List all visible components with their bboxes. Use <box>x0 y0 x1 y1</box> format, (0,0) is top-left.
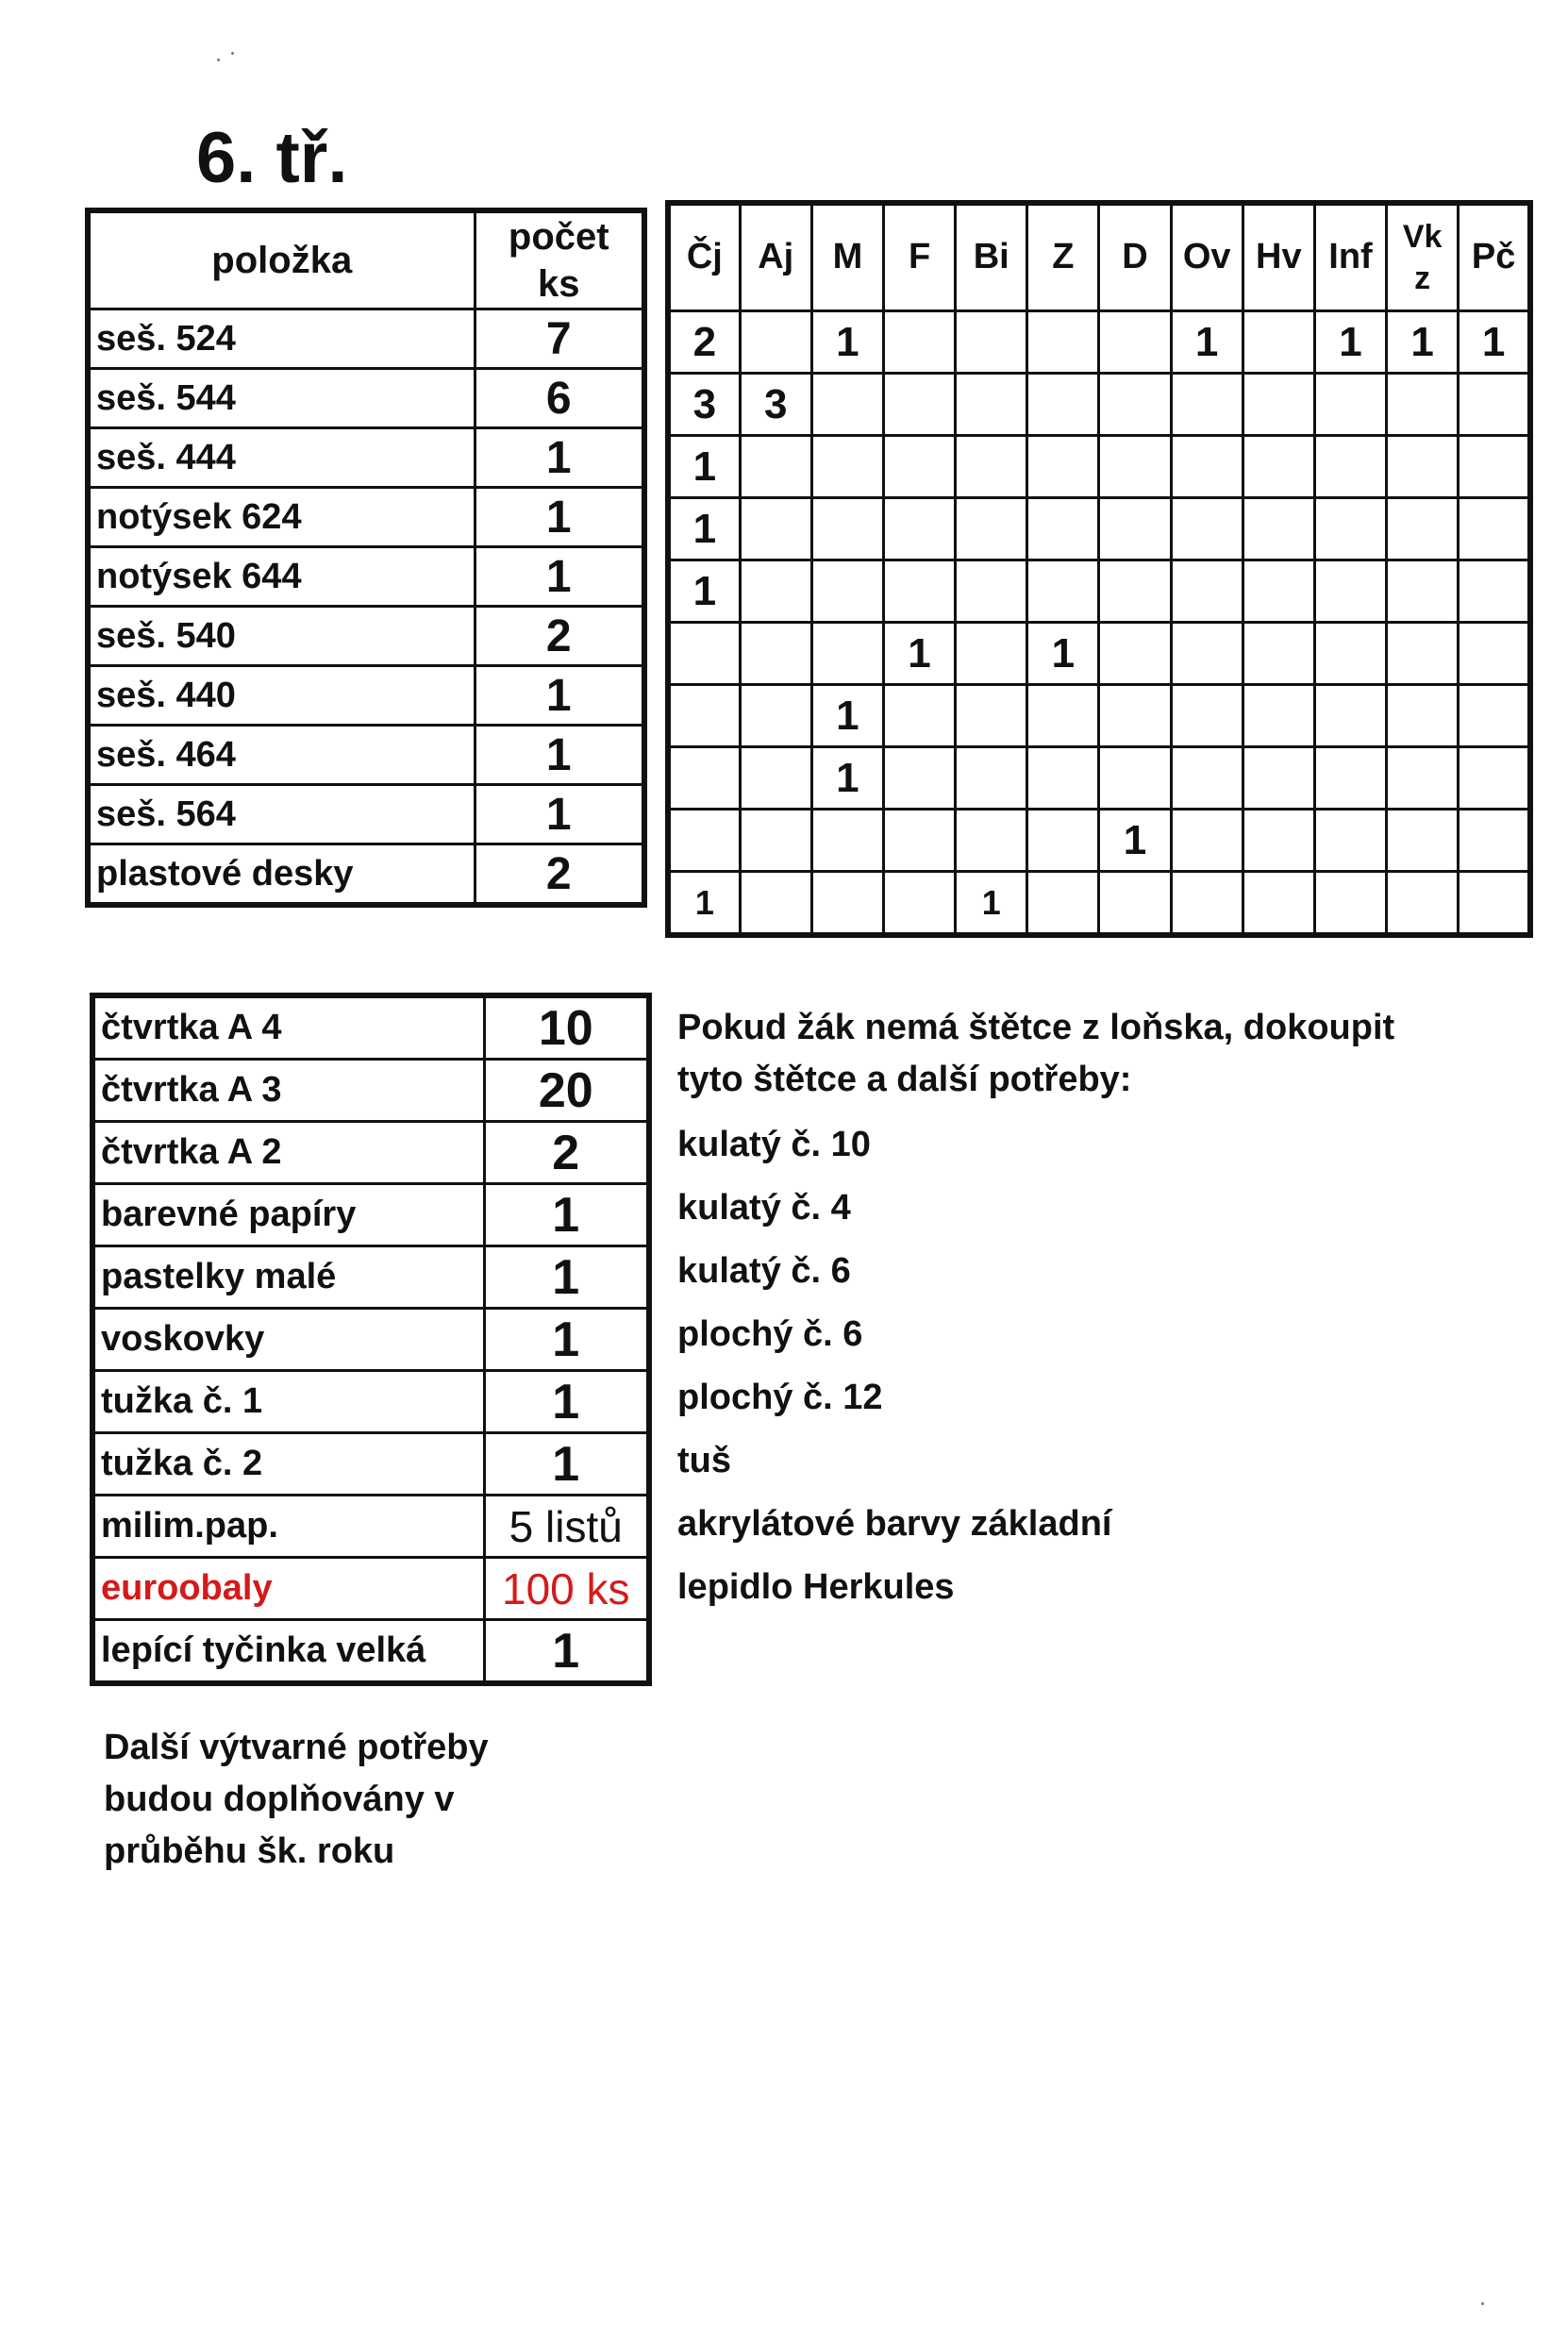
list-item: kulatý č. 6 <box>677 1251 851 1292</box>
item-name: notýsek 624 <box>88 488 475 547</box>
subject-cell <box>740 436 811 498</box>
supply-qty: 5 listů <box>484 1496 649 1558</box>
subject-cell <box>1243 623 1314 685</box>
bottom-note: Další výtvarné potřeby budou doplňovány v průběhu šk. roku <box>104 1728 489 1872</box>
subject-cell <box>956 560 1027 623</box>
subject-cell <box>1459 436 1530 498</box>
subject-cell <box>1243 810 1314 872</box>
subject-cell <box>1099 436 1171 498</box>
table-row <box>668 560 1530 623</box>
subject-header: Ov <box>1171 203 1243 311</box>
item-qty: 1 <box>475 726 644 785</box>
subject-cell <box>1099 685 1171 747</box>
subject-cell <box>1314 436 1386 498</box>
supply-qty: 100 ks <box>484 1558 649 1620</box>
list-item: lepidlo Herkules <box>677 1567 955 1608</box>
table-row <box>88 726 644 785</box>
subject-header: Vk z <box>1387 203 1459 311</box>
subject-cell <box>668 810 740 872</box>
table-row <box>92 1496 649 1558</box>
table-row <box>92 1184 649 1246</box>
table-row <box>668 374 1530 436</box>
subject-cell <box>1171 436 1243 498</box>
subject-cell: 1 <box>811 747 883 810</box>
subject-header: Aj <box>740 203 811 311</box>
table-row <box>668 810 1530 872</box>
subject-header: Bi <box>956 203 1027 311</box>
subject-cell <box>956 685 1027 747</box>
subject-cell <box>1459 747 1530 810</box>
subject-cell <box>1243 436 1314 498</box>
subject-cell <box>1027 436 1099 498</box>
table-row <box>668 872 1530 936</box>
item-name: seš. 440 <box>88 666 475 726</box>
subject-cell <box>956 436 1027 498</box>
subject-cell <box>1171 810 1243 872</box>
table-row <box>92 995 649 1060</box>
list-item: kulatý č. 4 <box>677 1188 851 1228</box>
subject-cell <box>1459 498 1530 560</box>
supply-qty: 1 <box>484 1309 649 1371</box>
supply-qty: 1 <box>484 1246 649 1309</box>
subject-cell: 1 <box>668 560 740 623</box>
subject-cell <box>1387 685 1459 747</box>
item-name: seš. 464 <box>88 726 475 785</box>
subject-cell <box>811 498 883 560</box>
subject-cell <box>1171 498 1243 560</box>
subject-cell: 2 <box>668 311 740 374</box>
subject-header: M <box>811 203 883 311</box>
subject-cell <box>1314 810 1386 872</box>
subject-cell <box>883 436 955 498</box>
item-qty: 1 <box>475 428 644 488</box>
subject-cell <box>1027 560 1099 623</box>
subject-cell <box>740 623 811 685</box>
subject-cell <box>883 498 955 560</box>
subject-header: D <box>1099 203 1171 311</box>
item-name: seš. 540 <box>88 607 475 666</box>
subject-header: Hv <box>1243 203 1314 311</box>
supply-qty: 2 <box>484 1122 649 1184</box>
table-row <box>92 1246 649 1309</box>
subject-cell: 1 <box>1099 810 1171 872</box>
subject-cell <box>1459 810 1530 872</box>
table-row <box>88 428 644 488</box>
subject-cell: 3 <box>668 374 740 436</box>
items-table <box>85 208 647 908</box>
subject-cell <box>811 374 883 436</box>
supplies-table <box>90 993 652 1686</box>
subject-cell <box>740 747 811 810</box>
subject-cell: 1 <box>1459 311 1530 374</box>
subject-cell <box>1027 311 1099 374</box>
table-row <box>668 498 1530 560</box>
table-row <box>92 1371 649 1433</box>
table-row <box>92 1433 649 1496</box>
subject-cell <box>1459 374 1530 436</box>
subject-cell <box>883 872 955 936</box>
table-row <box>88 666 644 726</box>
subject-cell <box>740 685 811 747</box>
subject-cell <box>1171 685 1243 747</box>
subject-header: Z <box>1027 203 1099 311</box>
subject-cell <box>740 498 811 560</box>
supply-name: čtvrtka A 3 <box>92 1060 484 1122</box>
subject-cell <box>740 311 811 374</box>
subject-cell: 1 <box>1171 311 1243 374</box>
subject-cell <box>1459 872 1530 936</box>
list-item: plochý č. 12 <box>677 1378 883 1418</box>
subject-header: Pč <box>1459 203 1530 311</box>
subject-cell <box>1314 747 1386 810</box>
subject-cell <box>883 311 955 374</box>
table-row <box>668 436 1530 498</box>
table-row <box>92 1309 649 1371</box>
supply-qty: 1 <box>484 1620 649 1684</box>
subject-cell <box>1171 560 1243 623</box>
subject-cell <box>1243 374 1314 436</box>
subject-cell: 1 <box>956 872 1027 936</box>
subject-cell <box>1387 436 1459 498</box>
list-item: tuš <box>677 1441 731 1481</box>
subject-cell: 1 <box>811 311 883 374</box>
subject-cell <box>1387 560 1459 623</box>
subject-cell <box>1243 872 1314 936</box>
subject-cell <box>811 436 883 498</box>
brushes-intro: Pokud žák nemá štětce z loňska, dokoupit tyto štětce a další potřeby: <box>677 1008 1395 1100</box>
table-row <box>668 685 1530 747</box>
subject-cell: 1 <box>811 685 883 747</box>
item-qty: 6 <box>475 369 644 428</box>
item-qty: 2 <box>475 607 644 666</box>
subject-cell <box>1243 498 1314 560</box>
subject-cell <box>1171 623 1243 685</box>
subject-cell: 1 <box>1314 311 1386 374</box>
list-item: kulatý č. 10 <box>677 1125 871 1165</box>
list-item: akrylátové barvy základní <box>677 1504 1112 1545</box>
subject-cell <box>1243 747 1314 810</box>
item-qty: 1 <box>475 785 644 844</box>
subject-cell <box>811 623 883 685</box>
subject-cell <box>740 560 811 623</box>
subject-cell: 1 <box>668 498 740 560</box>
table-row <box>88 488 644 547</box>
subject-cell: 3 <box>740 374 811 436</box>
subject-cell <box>1459 623 1530 685</box>
subject-cell <box>668 685 740 747</box>
subject-cell <box>1171 747 1243 810</box>
supply-qty: 1 <box>484 1371 649 1433</box>
item-name: notýsek 644 <box>88 547 475 607</box>
page-title: 6. tř. <box>196 118 348 198</box>
subject-header: Inf <box>1314 203 1386 311</box>
subject-cell <box>883 685 955 747</box>
subject-header: F <box>883 203 955 311</box>
subject-cell <box>1459 560 1530 623</box>
table-row <box>88 309 644 369</box>
item-name: seš. 444 <box>88 428 475 488</box>
subject-cell <box>668 747 740 810</box>
table-row <box>88 547 644 607</box>
table-row <box>668 623 1530 685</box>
subject-cell <box>668 623 740 685</box>
table-row <box>92 1558 649 1620</box>
header-item: položka <box>88 210 475 309</box>
item-name: seš. 524 <box>88 309 475 369</box>
subject-cell <box>1314 685 1386 747</box>
item-qty: 1 <box>475 488 644 547</box>
header-count: počet ks <box>475 210 644 309</box>
subject-cell <box>1314 498 1386 560</box>
table-row <box>88 844 644 906</box>
subject-cell <box>883 560 955 623</box>
table-row <box>92 1122 649 1184</box>
subjects-table <box>665 200 1533 938</box>
item-qty: 1 <box>475 666 644 726</box>
subject-cell <box>1099 560 1171 623</box>
supply-name: pastelky malé <box>92 1246 484 1309</box>
supply-qty: 20 <box>484 1060 649 1122</box>
subject-cell <box>1027 747 1099 810</box>
subject-cell <box>956 747 1027 810</box>
brushes-list <box>677 1002 1526 1625</box>
table-row <box>668 747 1530 810</box>
supply-qty: 1 <box>484 1184 649 1246</box>
list-item: plochý č. 6 <box>677 1314 863 1355</box>
subject-cell <box>1459 685 1530 747</box>
subject-cell <box>1387 498 1459 560</box>
subject-cell <box>956 623 1027 685</box>
subject-cell <box>956 311 1027 374</box>
subject-cell <box>883 374 955 436</box>
supply-name: barevné papíry <box>92 1184 484 1246</box>
item-name: plastové desky <box>88 844 475 906</box>
subject-cell <box>1027 685 1099 747</box>
subject-cell <box>1387 810 1459 872</box>
subject-cell <box>1027 498 1099 560</box>
subject-cell <box>1314 374 1386 436</box>
subject-cell <box>1099 872 1171 936</box>
subject-header: Čj <box>668 203 740 311</box>
subject-cell <box>811 810 883 872</box>
subject-cell <box>811 872 883 936</box>
subject-cell <box>1099 374 1171 436</box>
subject-cell <box>740 872 811 936</box>
subject-cell <box>1387 623 1459 685</box>
item-qty: 1 <box>475 547 644 607</box>
subject-cell <box>1099 311 1171 374</box>
subject-cell: 1 <box>1027 623 1099 685</box>
item-qty: 7 <box>475 309 644 369</box>
item-name: seš. 544 <box>88 369 475 428</box>
subject-cell <box>1099 498 1171 560</box>
subject-cell <box>883 810 955 872</box>
supply-name: čtvrtka A 4 <box>92 995 484 1060</box>
table-row <box>668 311 1530 374</box>
items-table-header <box>88 210 644 309</box>
subject-cell <box>1314 560 1386 623</box>
supply-name: čtvrtka A 2 <box>92 1122 484 1184</box>
table-row <box>88 785 644 844</box>
table-row <box>88 607 644 666</box>
supply-name: euroobaly <box>92 1558 484 1620</box>
subject-cell <box>1314 872 1386 936</box>
subject-cell <box>1387 374 1459 436</box>
subject-cell <box>740 810 811 872</box>
subject-cell <box>956 498 1027 560</box>
subject-cell <box>1243 685 1314 747</box>
subject-cell <box>883 747 955 810</box>
subject-cell: 1 <box>883 623 955 685</box>
supply-qty: 1 <box>484 1433 649 1496</box>
subject-cell <box>1243 311 1314 374</box>
subject-cell: 1 <box>668 436 740 498</box>
supply-name: milim.pap. <box>92 1496 484 1558</box>
subjects-table-header <box>668 203 1530 311</box>
table-row <box>88 369 644 428</box>
supply-name: tužka č. 1 <box>92 1371 484 1433</box>
subject-cell <box>956 810 1027 872</box>
item-name: seš. 564 <box>88 785 475 844</box>
subject-cell <box>1243 560 1314 623</box>
table-row <box>92 1060 649 1122</box>
subject-cell <box>1027 872 1099 936</box>
subject-cell <box>1099 623 1171 685</box>
supply-name: lepící tyčinka velká <box>92 1620 484 1684</box>
subject-cell <box>1027 374 1099 436</box>
subject-cell <box>1099 747 1171 810</box>
supply-name: tužka č. 2 <box>92 1433 484 1496</box>
subject-cell <box>1387 747 1459 810</box>
subject-cell <box>1027 810 1099 872</box>
item-qty: 2 <box>475 844 644 906</box>
subject-cell: 1 <box>668 872 740 936</box>
subject-cell <box>811 560 883 623</box>
subject-cell <box>1171 872 1243 936</box>
subject-cell <box>1314 623 1386 685</box>
subject-cell <box>1171 374 1243 436</box>
supply-qty: 10 <box>484 995 649 1060</box>
subject-cell <box>956 374 1027 436</box>
subject-cell: 1 <box>1387 311 1459 374</box>
subject-cell <box>1387 872 1459 936</box>
table-row <box>92 1620 649 1684</box>
supply-name: voskovky <box>92 1309 484 1371</box>
